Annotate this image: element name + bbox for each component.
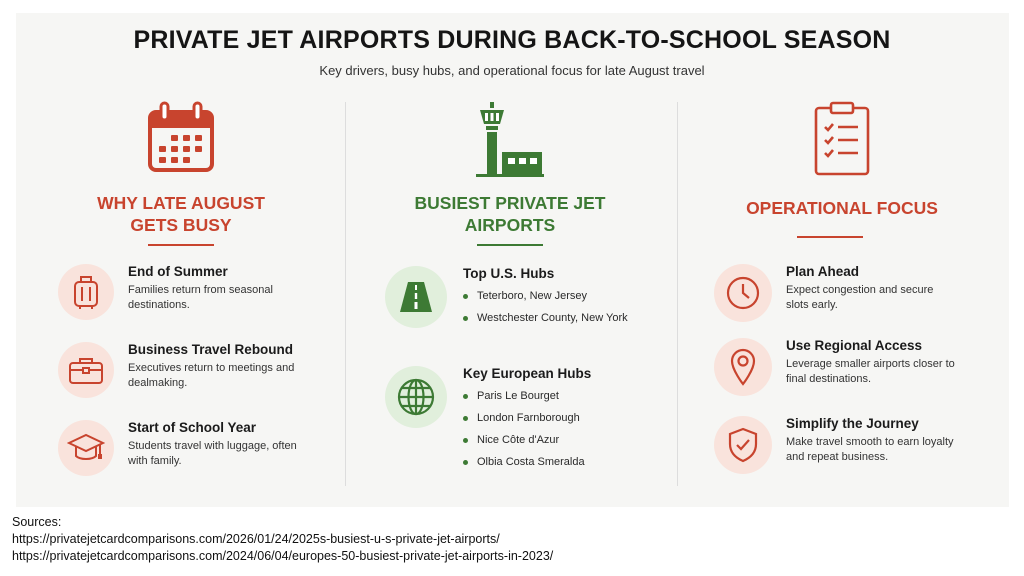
item-title: Plan Ahead — [786, 264, 860, 279]
item-title: Business Travel Rebound — [128, 342, 294, 357]
list-item — [463, 451, 591, 473]
bullet-text: Westchester County, New York — [477, 312, 628, 324]
list-item — [714, 338, 956, 396]
list-item — [463, 285, 628, 307]
heading-line: AIRPORTS — [464, 215, 556, 235]
column-heading — [677, 197, 1007, 219]
runway-icon — [385, 266, 447, 328]
list-item — [58, 264, 298, 320]
item-description: Leverage smaller airports closer to final destinations. — [786, 358, 955, 385]
item-title: End of Summer — [128, 264, 228, 279]
clock-icon — [714, 264, 772, 322]
item-title: Start of School Year — [128, 420, 257, 435]
column-heading — [16, 192, 346, 236]
source-link[interactable]: https://privatejetcardcomparisons.com/2026/01/24/2025s-busiest-u-s-private-jet-airports/ — [12, 532, 500, 546]
list-item — [463, 429, 591, 451]
bullet-text: Olbia Costa Smeralda — [477, 456, 585, 468]
sources-section — [12, 514, 553, 565]
list-item — [714, 264, 956, 322]
list-item — [463, 407, 591, 429]
list-item — [58, 420, 298, 476]
bullet-dot — [463, 294, 468, 299]
item-title: Simplify the Journey — [786, 416, 919, 431]
bullet-text: London Farnborough — [477, 412, 580, 424]
bullet-dot — [463, 438, 468, 443]
bullet-list — [463, 385, 591, 473]
sources-label: Sources: — [12, 515, 62, 529]
column-busiest-airports — [345, 100, 675, 490]
heading-underline — [148, 244, 214, 246]
list-item — [385, 366, 591, 473]
bullet-dot — [463, 416, 468, 421]
source-link[interactable]: https://privatejetcardcomparisons.com/2024/06/04/europes-50-busiest-private-jet-airports-in-2023/ — [12, 549, 554, 563]
graduation-cap-icon — [58, 420, 114, 476]
list-item — [463, 307, 628, 329]
page-subtitle: Key drivers, busy hubs, and operational focus for late August travel — [319, 63, 705, 78]
item-description: Families return from seasonal destinations. — [128, 284, 273, 311]
item-description: Executives return to meetings and dealmaking. — [128, 362, 295, 389]
item-description: Expect congestion and secure slots early. — [786, 284, 934, 311]
bullet-text: Nice Côte d'Azur — [477, 434, 560, 446]
item-title: Top U.S. Hubs — [463, 266, 555, 281]
globe-icon — [385, 366, 447, 428]
item-title: Use Regional Access — [786, 338, 923, 353]
shield-check-icon — [714, 416, 772, 474]
item-description: Make travel smooth to earn loyalty and repeat business. — [786, 436, 954, 463]
list-item — [714, 416, 956, 474]
heading-underline — [797, 236, 863, 238]
item-title: Key European Hubs — [463, 366, 592, 381]
bullet-list — [463, 285, 628, 329]
heading-line: GETS BUSY — [130, 215, 232, 235]
heading-line: WHY LATE AUGUST — [97, 193, 265, 213]
heading-underline — [477, 244, 543, 246]
luggage-icon — [58, 264, 114, 320]
clipboard-checklist-icon — [677, 100, 1007, 180]
control-tower-icon — [345, 100, 675, 180]
bullet-dot — [463, 316, 468, 321]
bullet-text: Paris Le Bourget — [477, 390, 559, 402]
item-description: Students travel with luggage, often with family. — [128, 440, 297, 467]
heading-line: OPERATIONAL FOCUS — [746, 198, 938, 218]
briefcase-icon — [58, 342, 114, 398]
column-heading — [345, 192, 675, 236]
list-item — [58, 342, 298, 398]
list-item — [385, 266, 628, 329]
bullet-dot — [463, 394, 468, 399]
list-item — [463, 385, 591, 407]
page-title: PRIVATE JET AIRPORTS DURING BACK-TO-SCHOOL SEASON — [133, 26, 891, 54]
bullet-text: Teterboro, New Jersey — [477, 290, 588, 302]
column-why-late-august — [16, 100, 346, 490]
bullet-dot — [463, 460, 468, 465]
calendar-icon — [16, 100, 346, 180]
location-pin-icon — [714, 338, 772, 396]
heading-line: BUSIEST PRIVATE JET — [414, 193, 606, 213]
column-operational-focus — [677, 100, 1007, 490]
